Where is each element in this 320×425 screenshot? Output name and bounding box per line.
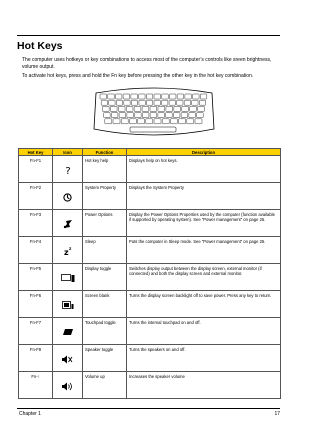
description-cell: Displays help on hot keys. xyxy=(127,156,281,183)
screen-blank-icon xyxy=(62,301,74,311)
keyboard-key xyxy=(115,94,122,99)
keyboard-key xyxy=(138,119,145,124)
function-cell: Power Options xyxy=(83,210,127,237)
keyboard-illustration xyxy=(92,85,216,139)
keyboard-key xyxy=(187,119,194,124)
table-row xyxy=(19,345,281,372)
keyboard-key xyxy=(190,106,197,111)
table-row xyxy=(19,210,281,237)
description-cell: Turns the display screen backlight off to save power. Press any key to return. xyxy=(127,291,281,318)
table-row xyxy=(19,318,281,345)
hotkey-cell: Fn-F6 xyxy=(19,291,53,318)
keyboard-key xyxy=(173,113,180,118)
keyboard-key xyxy=(111,113,118,118)
keyboard-key xyxy=(146,100,152,105)
table-row xyxy=(19,237,281,264)
keyboard-key xyxy=(158,113,165,118)
keyboard-key xyxy=(198,106,205,111)
function-cell: System Property xyxy=(83,183,127,210)
keyboard-key xyxy=(118,106,125,111)
keyboard-key xyxy=(109,100,115,105)
keyboard-key xyxy=(150,113,157,118)
footer-chapter: Chapter 1 xyxy=(19,411,41,417)
keyboard-key xyxy=(104,113,111,118)
header-function: Function xyxy=(83,149,127,156)
table-row xyxy=(19,264,281,291)
hotkey-cell: Fn-F2 xyxy=(19,183,53,210)
keyboard-key xyxy=(127,113,134,118)
keyboard-key xyxy=(174,106,181,111)
description-cell: Increases the speaker volume xyxy=(127,372,281,399)
keyboard-key xyxy=(184,100,190,105)
header-hotkey: Hot Key xyxy=(19,149,53,156)
keyboard-key xyxy=(134,106,141,111)
svg-text:?: ? xyxy=(64,166,71,177)
hotkey-cell: Fn-F4 xyxy=(19,237,53,264)
keyboard-key xyxy=(131,100,137,105)
keyboard-key xyxy=(126,106,133,111)
keyboard-key xyxy=(169,94,176,99)
description-cell: Puts the computer in Sleep mode. See “Power management” on page 25. xyxy=(127,237,281,264)
sleep-icon xyxy=(63,246,73,257)
hotkey-cell: Fn-F7 xyxy=(19,318,53,345)
keyboard-key xyxy=(162,94,169,99)
keyboard-key xyxy=(150,106,157,111)
keyboard-key xyxy=(142,113,149,118)
keyboard-key xyxy=(116,100,122,105)
function-cell: Touchpad toggle xyxy=(83,318,127,345)
keyboard-key xyxy=(123,94,130,99)
keyboard-key xyxy=(105,119,112,124)
function-cell: Speaker toggle xyxy=(83,345,127,372)
function-cell: Hot key help xyxy=(83,156,127,183)
header-description: Description xyxy=(127,149,281,156)
keyboard-key xyxy=(170,119,177,124)
keyboard-key xyxy=(162,100,168,105)
svg-text:z: z xyxy=(63,248,69,257)
svg-text:z: z xyxy=(68,246,71,252)
keyboard-key xyxy=(110,106,117,111)
display-toggle-icon xyxy=(61,274,75,284)
keyboard-key xyxy=(121,119,128,124)
hotkey-table xyxy=(18,148,281,399)
table-row xyxy=(19,183,281,210)
description-cell: Turns the internal touchpad on and off. xyxy=(127,318,281,345)
keyboard-key xyxy=(131,94,138,99)
keyboard-key xyxy=(189,113,196,118)
keyboard-key xyxy=(124,100,130,105)
keyboard-key xyxy=(195,119,202,124)
page-number: 17 xyxy=(274,411,280,417)
instruction-paragraph: To activate hot keys, press and hold the Fn key before pressing the other key in the hot key combination. xyxy=(22,73,254,79)
keyboard-key xyxy=(199,100,205,105)
keyboard-key xyxy=(108,94,115,99)
touchpad-toggle-icon xyxy=(63,328,73,337)
table-row xyxy=(19,291,281,318)
keyboard-key xyxy=(102,106,109,111)
function-cell: Volume up xyxy=(83,372,127,399)
header-rule xyxy=(17,35,280,36)
keyboard-key xyxy=(139,100,145,105)
keyboard-key xyxy=(154,119,161,124)
keyboard-key xyxy=(169,100,175,105)
keyboard-key xyxy=(100,94,107,99)
keyboard-key xyxy=(181,113,188,118)
keyboard-key xyxy=(197,113,204,118)
table-row xyxy=(19,372,281,399)
function-cell: Sleep xyxy=(83,237,127,264)
keyboard-key xyxy=(135,113,142,118)
keyboard-key xyxy=(154,100,160,105)
keyboard-key xyxy=(146,119,153,124)
keyboard-key xyxy=(192,100,198,105)
keyboard-key xyxy=(162,119,169,124)
keyboard-key xyxy=(154,94,161,99)
description-cell: Displays the System Property xyxy=(127,183,281,210)
keyboard-key xyxy=(182,106,189,111)
keyboard-key xyxy=(166,106,173,111)
keyboard-key xyxy=(185,94,192,99)
hotkey-cell: Fn-F3 xyxy=(19,210,53,237)
power-options-icon xyxy=(63,219,73,230)
keyboard-key xyxy=(142,106,149,111)
keyboard-key xyxy=(193,94,200,99)
keyboard-key xyxy=(113,119,120,124)
hotkey-cell: Fn-↑ xyxy=(19,372,53,399)
hotkey-cell: Fn-F1 xyxy=(19,156,53,183)
keyboard-key xyxy=(177,100,183,105)
description-cell: Turns the speakers on and off. xyxy=(127,345,281,372)
keyboard-key xyxy=(179,119,186,124)
hotkey-cell: Fn-F8 xyxy=(19,345,53,372)
keyboard-key xyxy=(146,94,153,99)
speaker-toggle-icon xyxy=(62,355,73,365)
footer-rule xyxy=(17,408,280,409)
function-cell: Display toggle xyxy=(83,264,127,291)
keyboard-key xyxy=(119,113,126,118)
keyboard-key xyxy=(166,113,173,118)
intro-paragraph: The computer uses hotkeys or key combinations to access most of the computer’s controls like sreen brightness, volume output. xyxy=(22,57,272,70)
keyboard-key xyxy=(139,94,146,99)
header-icon: Icon xyxy=(53,149,83,156)
keyboard-key xyxy=(129,119,136,124)
keyboard-key xyxy=(158,106,165,111)
volume-up-icon xyxy=(62,382,73,392)
question-mark-icon xyxy=(63,164,73,177)
description-cell: Switches display output between the display screen, external monitor (if connected) and both the display screen and external monitor. xyxy=(127,264,281,291)
keyboard-key xyxy=(177,94,184,99)
hotkey-cell: Fn-F5 xyxy=(19,264,53,291)
keyboard-key xyxy=(101,100,107,105)
description-cell: Display the Power Options Properties used by the computer (function available if supported by operating system). See “Power management” on page 25. xyxy=(127,210,281,237)
system-property-icon xyxy=(63,193,72,203)
keyboard-key xyxy=(200,94,207,99)
function-cell: Screen blank xyxy=(83,291,127,318)
page-title: Hot Keys xyxy=(17,40,63,52)
table-row xyxy=(19,156,281,183)
